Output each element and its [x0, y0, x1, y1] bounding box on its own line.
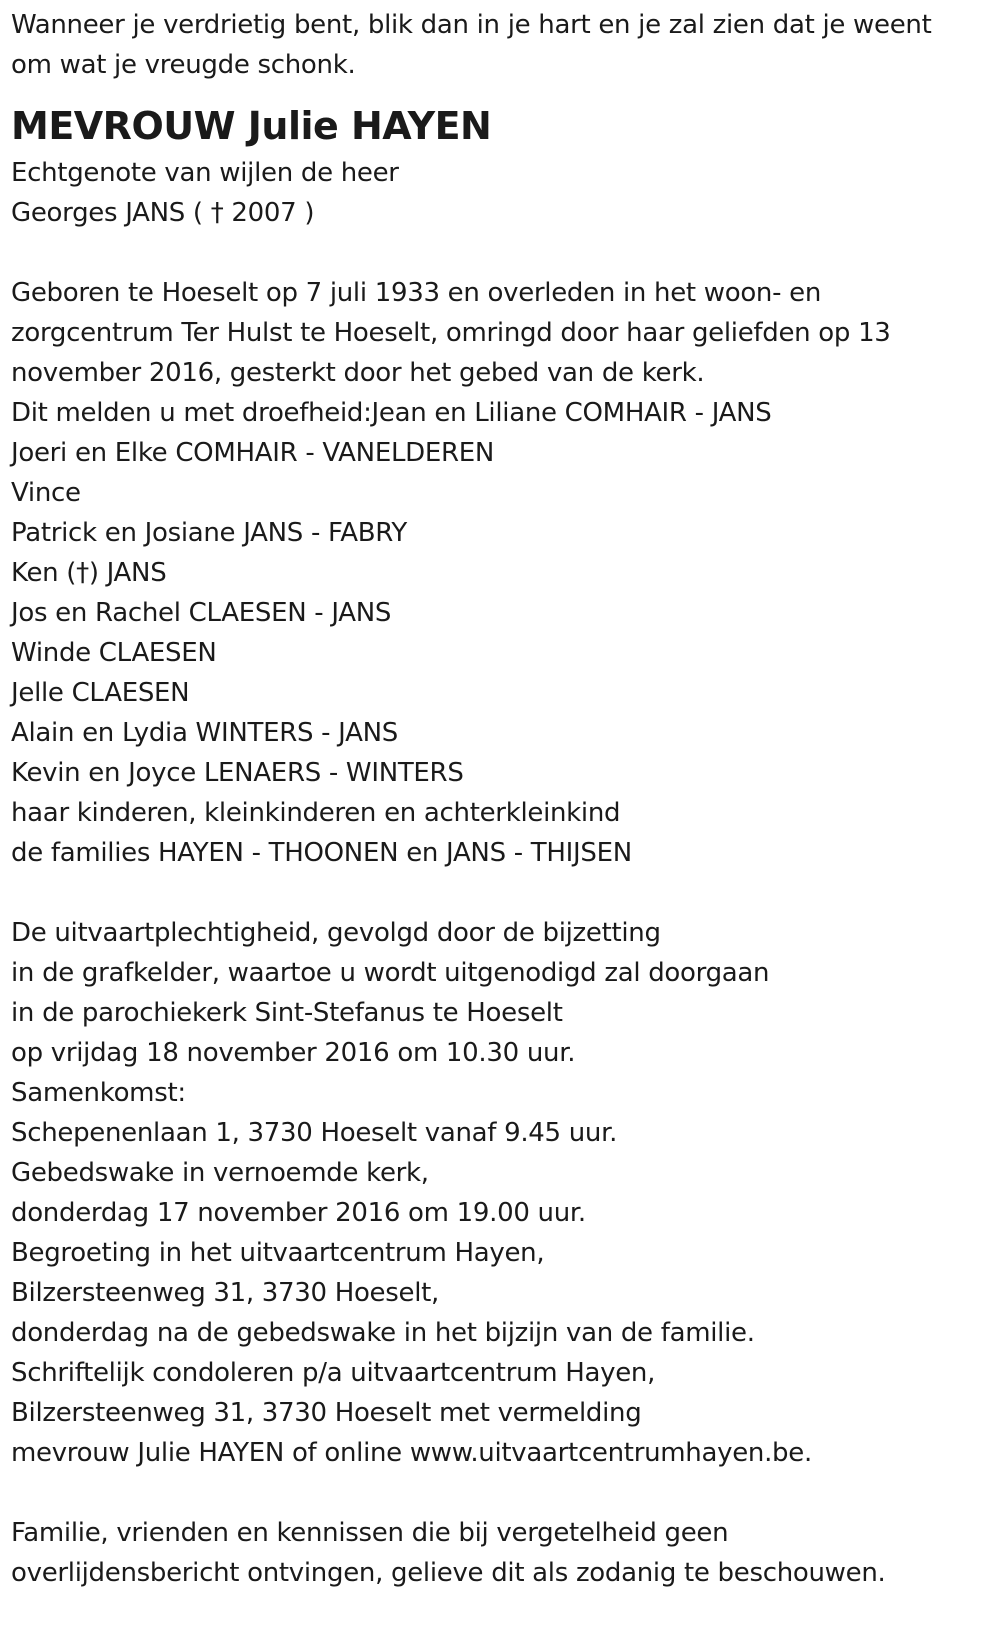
family-member-line: Kevin en Joyce LENAERS - WINTERS [11, 758, 464, 788]
ceremony-line: donderdag 17 november 2016 om 19.00 uur. [11, 1198, 586, 1228]
ceremony-line: in de parochiekerk Sint-Stefanus te Hoeselt [11, 998, 563, 1028]
family-member-line: Jos en Rachel CLAESEN - JANS [11, 598, 392, 628]
ceremony-block [11, 913, 992, 1473]
family-member-line: de families HAYEN - THOONEN en JANS - THIJSEN [11, 838, 632, 868]
deceased-name: MEVROUW Julie HAYEN [11, 104, 492, 148]
family-member-line: Winde CLAESEN [11, 638, 217, 668]
spouse-line: Echtgenote van wijlen de heer [11, 158, 399, 188]
spouse-line: Georges JANS ( † 2007 ) [11, 198, 315, 228]
announcement-line: november 2016, gesterkt door het gebed van de kerk. [11, 358, 705, 388]
ceremony-line: Bilzersteenweg 31, 3730 Hoeselt, [11, 1278, 439, 1308]
intro-line: om wat je vreugde schonk. [11, 50, 356, 80]
ceremony-line: in de grafkelder, waartoe u wordt uitgenodigd zal doorgaan [11, 958, 770, 988]
family-member-line: Jelle CLAESEN [11, 678, 190, 708]
family-member-line: Joeri en Elke COMHAIR - VANELDEREN [11, 438, 495, 468]
closing-line: Familie, vrienden en kennissen die bij vergetelheid geen [11, 1518, 729, 1548]
family-member-line: Alain en Lydia WINTERS - JANS [11, 718, 398, 748]
intro-quote [11, 5, 992, 85]
family-member-line: Patrick en Josiane JANS - FABRY [11, 518, 407, 548]
ceremony-line: Bilzersteenweg 31, 3730 Hoeselt met vermelding [11, 1398, 642, 1428]
ceremony-line: Schriftelijk condoleren p/a uitvaartcentrum Hayen, [11, 1358, 656, 1388]
announcement-line: Dit melden u met droefheid:Jean en Liliane COMHAIR - JANS [11, 398, 772, 428]
intro-line: Wanneer je verdrietig bent, blik dan in je hart en je zal zien dat je weent [11, 10, 932, 40]
family-member-line: haar kinderen, kleinkinderen en achterkleinkind [11, 798, 621, 828]
family-member-line: Vince [11, 478, 81, 508]
ceremony-line: Schepenenlaan 1, 3730 Hoeselt vanaf 9.45 uur. [11, 1118, 618, 1148]
ceremony-line: mevrouw Julie HAYEN of online www.uitvaartcentrumhayen.be. [11, 1438, 812, 1468]
announcement-block [11, 273, 992, 873]
ceremony-line: op vrijdag 18 november 2016 om 10.30 uur. [11, 1038, 576, 1068]
ceremony-line: Samenkomst: [11, 1078, 186, 1108]
family-member-line: Ken (†) JANS [11, 558, 167, 588]
ceremony-line: De uitvaartplechtigheid, gevolgd door de bijzetting [11, 918, 661, 948]
closing-note [11, 1513, 992, 1593]
announcement-line: Geboren te Hoeselt op 7 juli 1933 en overleden in het woon- en [11, 278, 822, 308]
spacer [11, 233, 992, 273]
ceremony-line: Begroeting in het uitvaartcentrum Hayen, [11, 1238, 545, 1268]
closing-line: overlijdensbericht ontvingen, gelieve dit als zodanig te beschouwen. [11, 1558, 886, 1588]
spacer [11, 1473, 992, 1513]
announcement-line: zorgcentrum Ter Hulst te Hoeselt, omringd door haar geliefden op 13 [11, 318, 891, 348]
spacer [11, 873, 992, 913]
spouse-info [11, 153, 992, 233]
ceremony-line: donderdag na de gebedswake in het bijzijn van de familie. [11, 1318, 755, 1348]
ceremony-line: Gebedswake in vernoemde kerk, [11, 1158, 429, 1188]
